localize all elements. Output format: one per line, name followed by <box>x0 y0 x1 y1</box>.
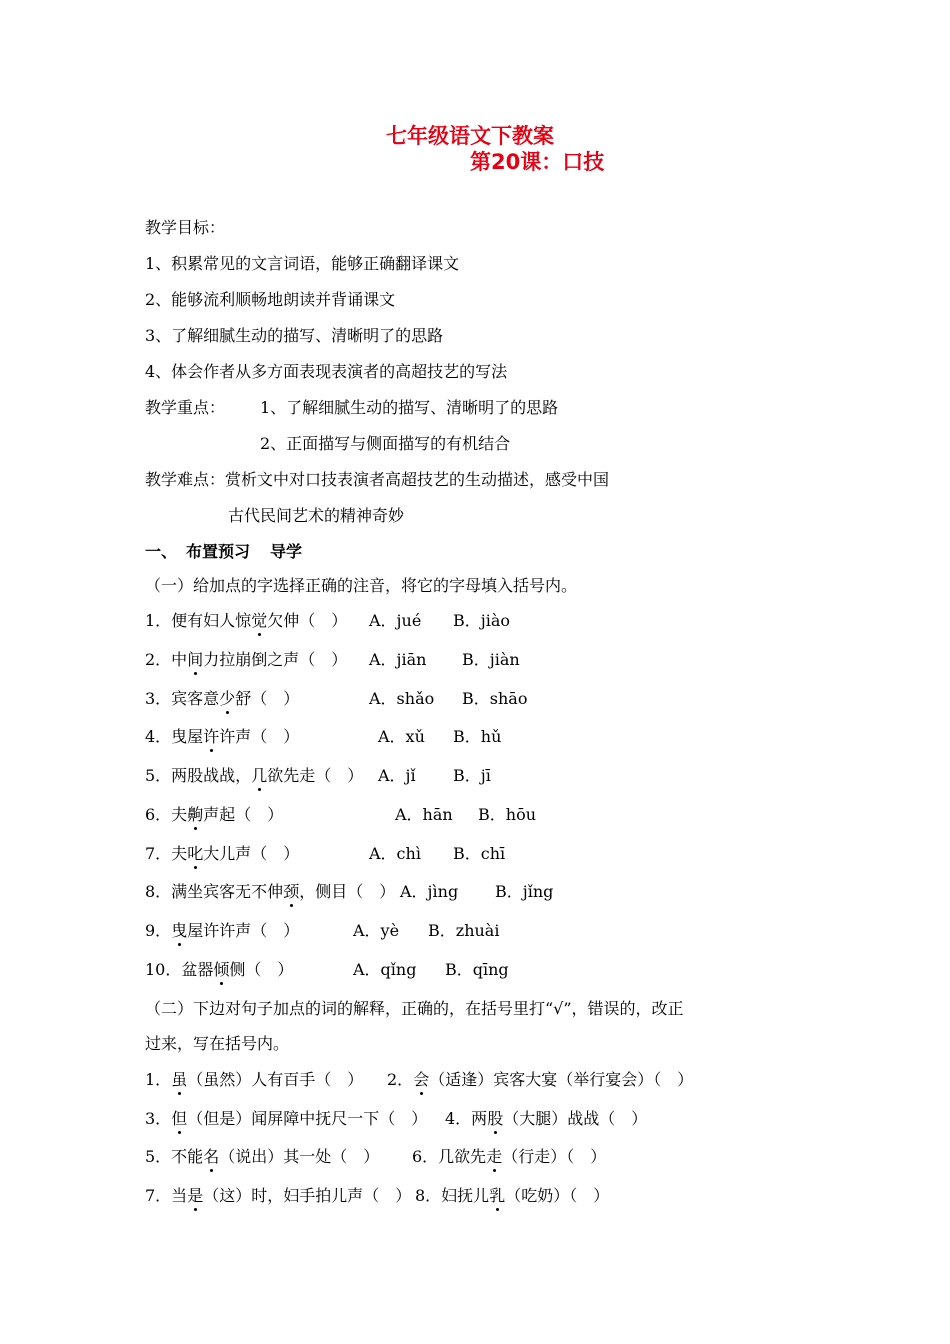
option-a: A．jìng <box>400 882 459 901</box>
option-a: A．chì <box>369 844 421 863</box>
dotted-char: 间 <box>187 650 204 669</box>
option-b: B．shāo <box>462 689 528 708</box>
option-a: A．jiān <box>369 650 427 669</box>
part1-instruction: （一）给加点的字选择正确的注音，将它的字母填入括号内。 <box>145 576 578 595</box>
objective-item: 1、积累常见的文言词语，能够正确翻译课文 <box>145 254 460 273</box>
option-b: B．qīng <box>445 960 509 979</box>
option-a: A．xǔ <box>378 727 425 746</box>
dotted-char: 曳 <box>171 921 188 940</box>
option-b: B．zhuài <box>428 921 500 940</box>
objective-item: 3、了解细腻生动的描写、清晰明了的思路 <box>145 326 444 345</box>
part2-instruction: （二）下边对句子加点的词的解释，正确的，在括号里打“√”，错误的，改正 <box>145 999 684 1018</box>
dotted-char: 许 <box>203 727 220 746</box>
dotted-char: 虽 <box>171 1070 188 1089</box>
objectives-heading: 教学目标： <box>145 218 226 237</box>
lesson-title: 第20课：口技 <box>470 150 605 174</box>
dotted-char: 倾 <box>213 960 230 979</box>
section-title: 布置预习 <box>186 542 251 561</box>
option-b: B．jī <box>453 766 491 785</box>
page-title: 七年级语文下教案 <box>386 124 554 148</box>
option-a: A．shǎo <box>369 689 435 708</box>
dotted-char: 齁 <box>187 805 204 824</box>
option-b: B．hōu <box>478 805 537 824</box>
objective-item: 2、能够流利顺畅地朗读并背诵课文 <box>145 290 396 309</box>
option-b: B．chī <box>453 844 506 863</box>
focus-item: 2、正面描写与侧面描写的有机结合 <box>260 434 511 453</box>
option-b: B．jiàn <box>462 650 520 669</box>
dotted-char: 颈 <box>283 882 300 901</box>
part2-instruction: 过来，写在括号内。 <box>145 1034 290 1053</box>
option-a: A．yè <box>353 921 400 940</box>
dotted-char: 股 <box>487 1109 504 1128</box>
option-b: B．jǐng <box>495 882 554 901</box>
difficulty-label: 教学难点： <box>145 470 226 489</box>
dotted-char: 叱 <box>187 844 204 863</box>
dotted-char: 几 <box>251 766 268 785</box>
dotted-char: 但 <box>171 1109 188 1128</box>
dotted-char: 会 <box>413 1070 430 1089</box>
dotted-char: 走 <box>486 1147 503 1166</box>
option-a: A．jué <box>369 611 422 630</box>
dotted-char: 乳 <box>489 1186 506 1205</box>
dotted-char: 是 <box>187 1186 204 1205</box>
dotted-char: 少 <box>219 689 236 708</box>
objective-item: 4、体会作者从多方面表现表演者的高超技艺的写法 <box>145 362 508 381</box>
difficulty-text: 赏析文中对口技表演者高超技艺的生动描述，感受中国 <box>225 470 610 489</box>
option-b: B．jiào <box>453 611 511 630</box>
dotted-char: 觉 <box>251 611 268 630</box>
option-b: B．hǔ <box>453 727 502 746</box>
option-a: A．hān <box>395 805 453 824</box>
focus-label: 教学重点： <box>145 398 226 417</box>
section-title: 导学 <box>270 542 303 561</box>
difficulty-text: 古代民间艺术的精神奇妙 <box>228 506 405 525</box>
option-a: A．jǐ <box>378 766 416 785</box>
option-a: A．qǐng <box>353 960 417 979</box>
focus-item: 1、了解细腻生动的描写、清晰明了的思路 <box>260 398 559 417</box>
dotted-char: 名 <box>203 1147 220 1166</box>
section-number: 一、 <box>145 542 178 561</box>
